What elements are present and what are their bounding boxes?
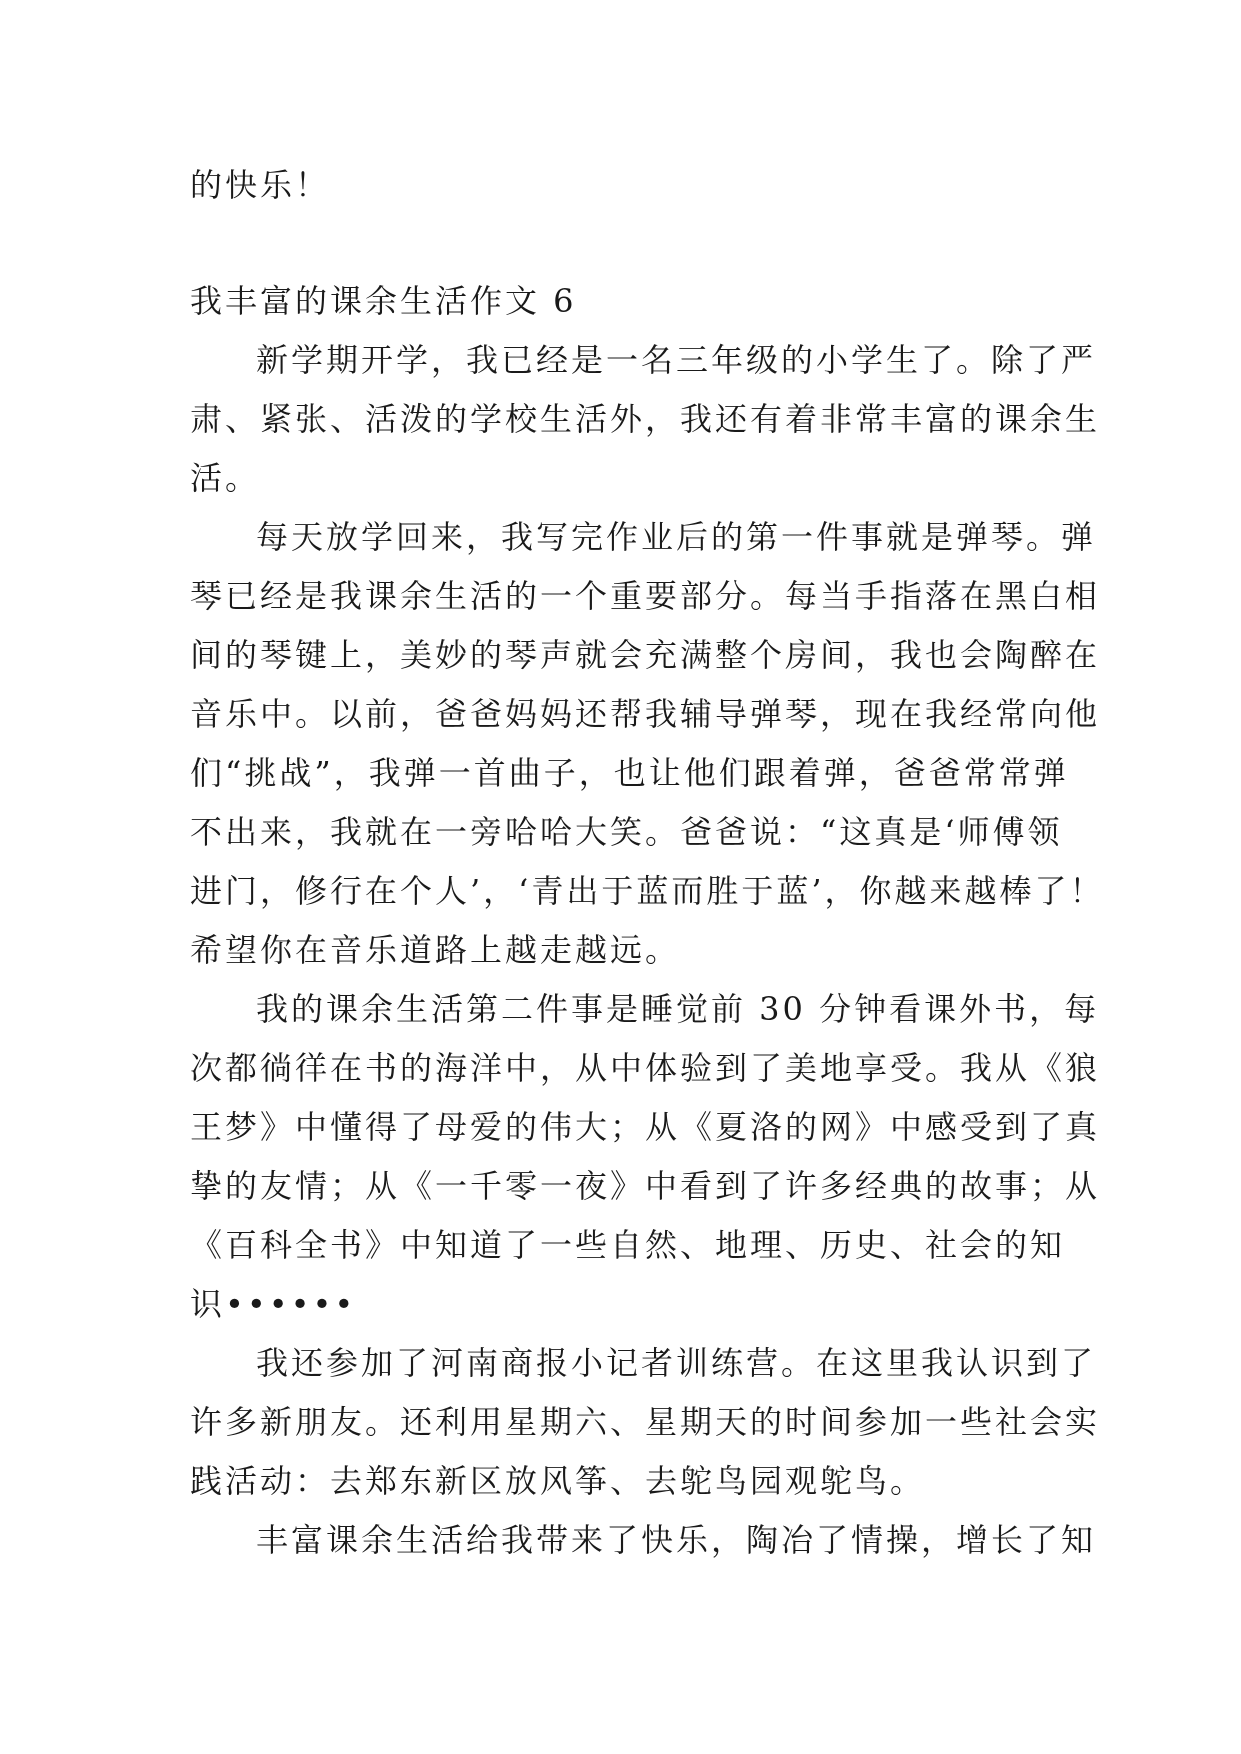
text-line: 不出来，我就在一旁哈哈大笑。爸爸说：“这真是‘师傅领 xyxy=(190,813,1063,851)
text-line: 们“挑战”，我弹一首曲子，也让他们跟着弹，爸爸常常弹 xyxy=(190,754,1069,792)
text-line: 新学期开学，我已经是一名三年级的小学生了。除了严 xyxy=(256,341,1097,379)
paragraph-1 xyxy=(190,331,1101,508)
text-line: 挚的友情；从《一千零一夜》中看到了许多经典的故事；从 xyxy=(190,1167,1101,1205)
section-title: 我丰富的课余生活作文 6 xyxy=(190,282,577,320)
text-line: 肃、紧张、活泼的学校生活外，我还有着非常丰富的课余生 xyxy=(190,400,1101,438)
text-line: 进门，修行在个人’，‘青出于蓝而胜于蓝’，你越来越棒了！ xyxy=(190,872,1105,910)
text-line: 践活动：去郑东新区放风筝、去鸵鸟园观鸵鸟。 xyxy=(190,1462,926,1500)
text-line: 《百科全书》中知道了一些自然、地理、历史、社会的知 xyxy=(190,1226,1066,1264)
essay-section xyxy=(190,272,1105,1570)
text-line: 每天放学回来，我写完作业后的第一件事就是弹琴。弹 xyxy=(256,518,1097,556)
paragraph-2 xyxy=(190,508,1105,980)
paragraph-5 xyxy=(190,1511,1097,1570)
text-line: 我的课余生活第二件事是睡觉前 30 分钟看课外书，每 xyxy=(256,990,1100,1028)
text-line: 许多新朋友。还利用星期六、星期天的时间参加一些社会实 xyxy=(190,1403,1101,1441)
text-line: 的快乐！ xyxy=(190,166,331,204)
text-line: 丰富课余生活给我带来了快乐，陶冶了情操，增长了知 xyxy=(256,1521,1097,1559)
paragraph-4 xyxy=(190,1334,1101,1511)
text-line: 我还参加了河南商报小记者训练营。在这里我认识到了 xyxy=(256,1344,1097,1382)
text-line: 王梦》中懂得了母爱的伟大；从《夏洛的网》中感受到了真 xyxy=(190,1108,1101,1146)
previous-section-ending xyxy=(190,156,1060,215)
text-line: 间的琴键上，美妙的琴声就会充满整个房间，我也会陶醉在 xyxy=(190,636,1101,674)
text-line: 识•••••• xyxy=(190,1285,357,1323)
paragraph-3 xyxy=(190,980,1101,1334)
text-line: 次都徜徉在书的海洋中，从中体验到了美地享受。我从《狼 xyxy=(190,1049,1101,1087)
text-line: 希望你在音乐道路上越走越远。 xyxy=(190,931,681,969)
text-line: 活。 xyxy=(190,459,261,497)
text-line: 琴已经是我课余生活的一个重要部分。每当手指落在黑白相 xyxy=(190,577,1101,615)
text-line: 音乐中。以前，爸爸妈妈还帮我辅导弹琴，现在我经常向他 xyxy=(190,695,1101,733)
